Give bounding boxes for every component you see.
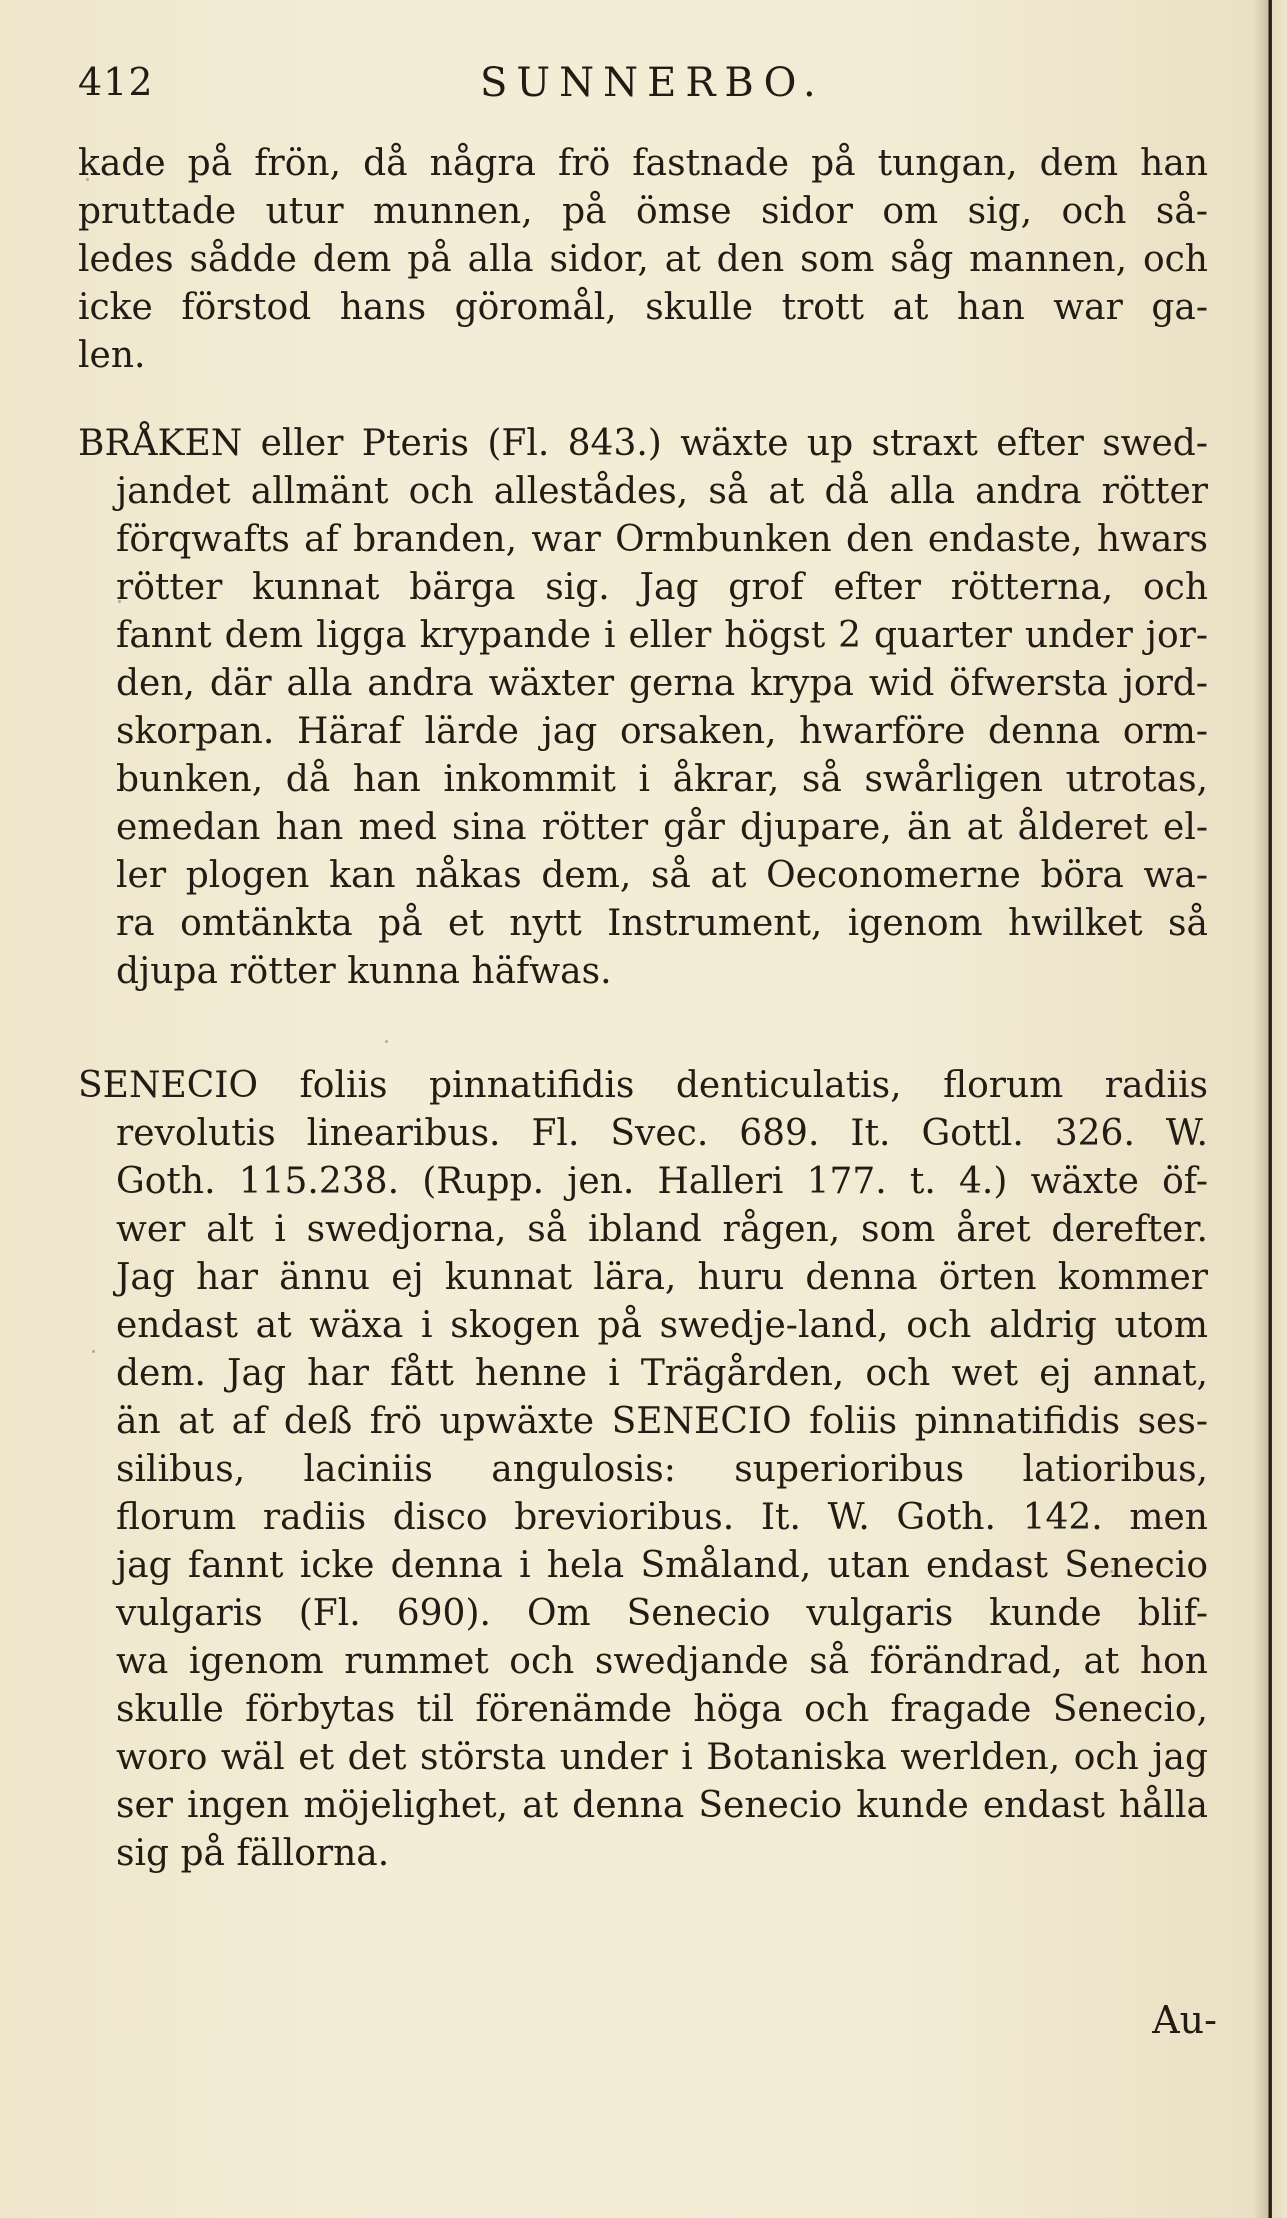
text-line: än at af deß frö upwäxte SENECIO foliis pinnatifidis ses- xyxy=(116,1401,1208,1442)
paper-speck xyxy=(385,1040,388,1043)
paper-speck xyxy=(118,600,121,603)
text-line: djupa rötter kunna häfwas. xyxy=(116,951,612,992)
paragraph-braken xyxy=(78,420,1208,996)
text-line: wer alt i swedjorna, så ibland rågen, som året derefter. xyxy=(116,1209,1208,1250)
text-line: fannt dem ligga krypande i eller högst 2 quarter under jor- xyxy=(116,615,1208,656)
text-line: woro wäl et det största under i Botaniska werlden, och jag xyxy=(116,1737,1208,1778)
page-number: 412 xyxy=(78,60,154,104)
text-line: jag fannt icke denna i hela Småland, utan endast Senecio xyxy=(116,1545,1208,1586)
text-line: pruttade utur munnen, på ömse sidor om sig, och så- xyxy=(78,191,1208,232)
paragraph-continued xyxy=(78,140,1208,380)
text-line: skorpan. Häraf lärde jag orsaken, hwarföre denna orm- xyxy=(116,711,1208,752)
text-line: ser ingen möjelighet, at denna Senecio kunde endast hålla xyxy=(116,1785,1208,1826)
paper-speck xyxy=(86,178,89,181)
text-line: ra omtänkta på et nytt Instrument, igenom hwilket så xyxy=(116,903,1208,944)
text-line: SENECIO foliis pinnatifidis denticulatis, florum radiis xyxy=(78,1065,1208,1106)
text-line: endast at wäxa i skogen på swedje-land, och aldrig utom xyxy=(116,1305,1208,1346)
text-line: revolutis linearibus. Fl. Svec. 689. It. Gottl. 326. W. xyxy=(116,1113,1208,1154)
text-line: kade på frön, då några frö fastnade på tungan, dem han xyxy=(78,143,1208,184)
catchword: Au- xyxy=(1152,1998,1217,2042)
text-line: ledes sådde dem på alla sidor, at den som såg mannen, och xyxy=(78,239,1208,280)
text-line: rötter kunnat bärga sig. Jag grof efter rötterna, och xyxy=(116,567,1208,608)
text-line: sig på fällorna. xyxy=(116,1833,390,1874)
text-line: vulgaris (Fl. 690). Om Senecio vulgaris kunde blif- xyxy=(116,1593,1208,1634)
text-line: bunken, då han inkommit i åkrar, så swårligen utrotas, xyxy=(116,759,1208,800)
text-line: emedan han med sina rötter går djupare, än at ålderet el- xyxy=(116,807,1208,848)
text-line: ler plogen kan nåkas dem, så at Oeconomerne böra wa- xyxy=(116,855,1208,896)
text-line: wa igenom rummet och swedjande så förändrad, at hon xyxy=(116,1641,1208,1682)
text-line: dem. Jag har fått henne i Trägården, och wet ej annat, xyxy=(116,1353,1208,1394)
text-line: den, där alla andra wäxter gerna krypa wid öfwersta jord- xyxy=(116,663,1208,704)
text-line: Goth. 115.238. (Rupp. jen. Halleri 177. t. 4.) wäxte öf- xyxy=(116,1161,1208,1202)
paragraph-senecio xyxy=(78,1062,1208,1878)
running-head xyxy=(78,52,1198,112)
page-gutter xyxy=(1253,0,1287,2218)
text-line: icke förstod hans göromål, skulle trott at han war ga- xyxy=(78,287,1208,328)
text-line: Jag har ännu ej kunnat lära, huru denna örten kommer xyxy=(116,1257,1208,1298)
text-line: förqwafts af branden, war Ormbunken den endaste, hwars xyxy=(116,519,1208,560)
paper-speck xyxy=(1110,1570,1113,1573)
text-line: len. xyxy=(78,335,146,376)
text-line: jandet allmänt och allestådes, så at då alla andra rötter xyxy=(116,471,1208,512)
text-line: skulle förbytas til förenämde höga och fragade Senecio, xyxy=(116,1689,1208,1730)
text-line: silibus, laciniis angulosis: superioribus latioribus, xyxy=(116,1449,1208,1490)
running-title: SUNNERBO. xyxy=(480,60,825,106)
text-line: florum radiis disco brevioribus. It. W. Goth. 142. men xyxy=(116,1497,1208,1538)
paper-speck xyxy=(92,1350,95,1353)
text-line: BRÅKEN eller Pteris (Fl. 843.) wäxte up straxt efter swed- xyxy=(78,423,1208,464)
